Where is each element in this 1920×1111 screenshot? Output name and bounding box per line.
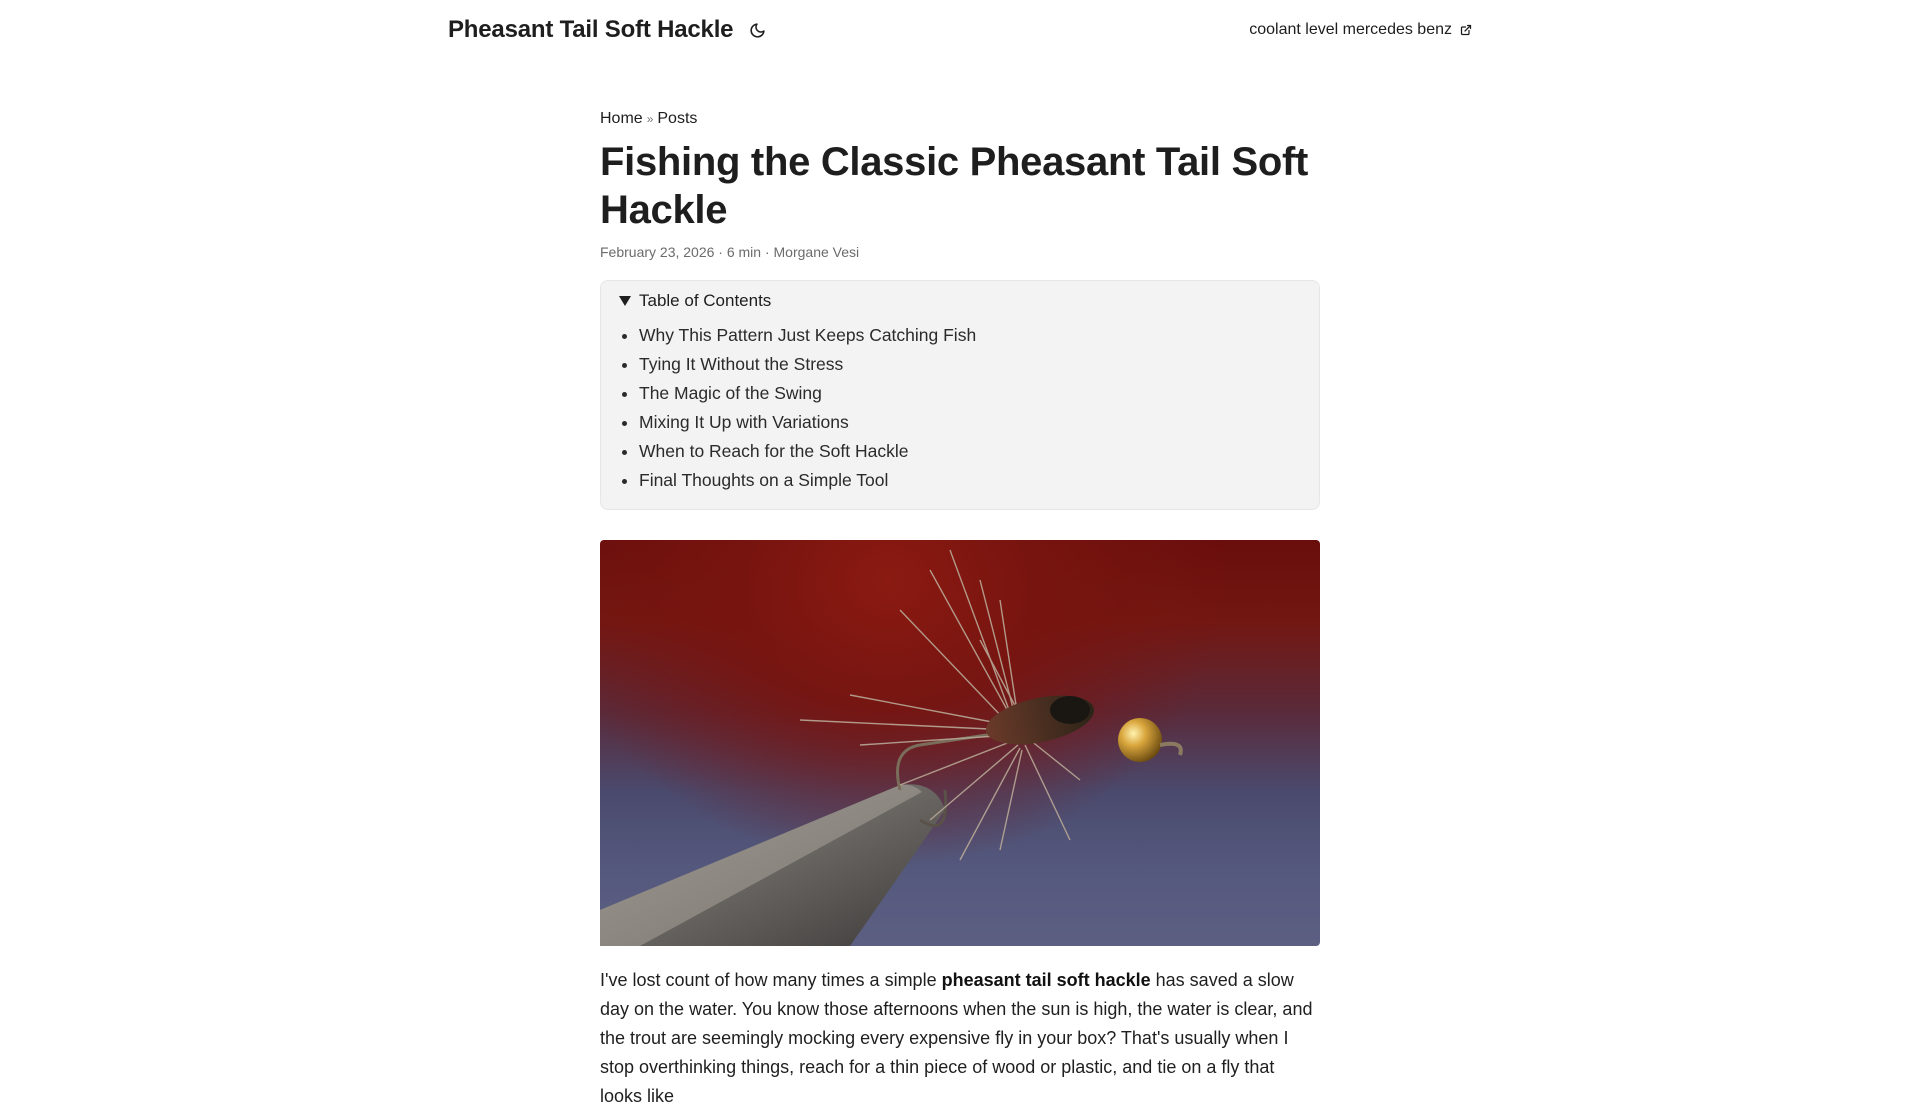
paragraph-text-start: I've lost count of how many times a simple [600, 970, 942, 990]
toc-item [639, 379, 1301, 408]
toc-title: Table of Contents [639, 291, 772, 310]
site-logo[interactable]: Pheasant Tail Soft Hackle [448, 16, 734, 43]
cover-image [600, 540, 1320, 946]
post-title: Fishing the Classic Pheasant Tail Soft Hackle [600, 140, 1309, 232]
toc-link-swing[interactable]: The Magic of the Swing [639, 383, 822, 403]
toc-toggle[interactable] [619, 291, 1301, 311]
external-link-icon [1460, 24, 1472, 36]
toc-item [639, 408, 1301, 437]
breadcrumb-home-link[interactable]: Home [600, 110, 643, 127]
theme-toggle-button[interactable] [747, 20, 767, 40]
breadcrumb-posts-link[interactable]: Posts [657, 110, 698, 127]
site-header [448, 0, 1472, 60]
external-nav-link[interactable] [1249, 21, 1472, 39]
article-paragraph [600, 966, 1320, 1111]
toc-list [619, 321, 1301, 495]
toc-link-when-to-reach[interactable]: When to Reach for the Soft Hackle [639, 441, 909, 461]
toc-item [639, 321, 1301, 350]
toc-link-final-thoughts[interactable]: Final Thoughts on a Simple Tool [639, 470, 889, 490]
toc-link-variations[interactable]: Mixing It Up with Variations [639, 412, 849, 432]
paragraph-text-rest: has saved a slow day on the water. You know those afternoons when the sun is high, the water is clear, and the trout are seemingly mocking every expensive fly in your box? That's usually when I stop overthinking things, reach for a thin piece of wood or plastic, and tie on a fly that looks like [600, 970, 1313, 1106]
moon-icon [749, 22, 766, 39]
fly-in-vise-illustration [600, 540, 1320, 946]
post-meta: February 23, 2026 · 6 min · Morgane Vesi [600, 244, 860, 260]
external-nav-label: coolant level mercedes benz [1249, 21, 1452, 38]
caret-down-icon [619, 296, 631, 306]
toc-item [639, 350, 1301, 379]
paragraph-keyword: pheasant tail soft hackle [941, 970, 1151, 990]
toc-item [639, 466, 1301, 495]
toc-link-tying[interactable]: Tying It Without the Stress [639, 354, 844, 374]
toc-item [639, 437, 1301, 466]
breadcrumb-separator: » [646, 112, 654, 126]
breadcrumb [600, 110, 1320, 128]
post-main [600, 110, 1320, 1111]
toc-link-why-pattern[interactable]: Why This Pattern Just Keeps Catching Fish [639, 325, 977, 345]
table-of-contents [600, 280, 1320, 510]
logo-wrap [448, 16, 767, 44]
